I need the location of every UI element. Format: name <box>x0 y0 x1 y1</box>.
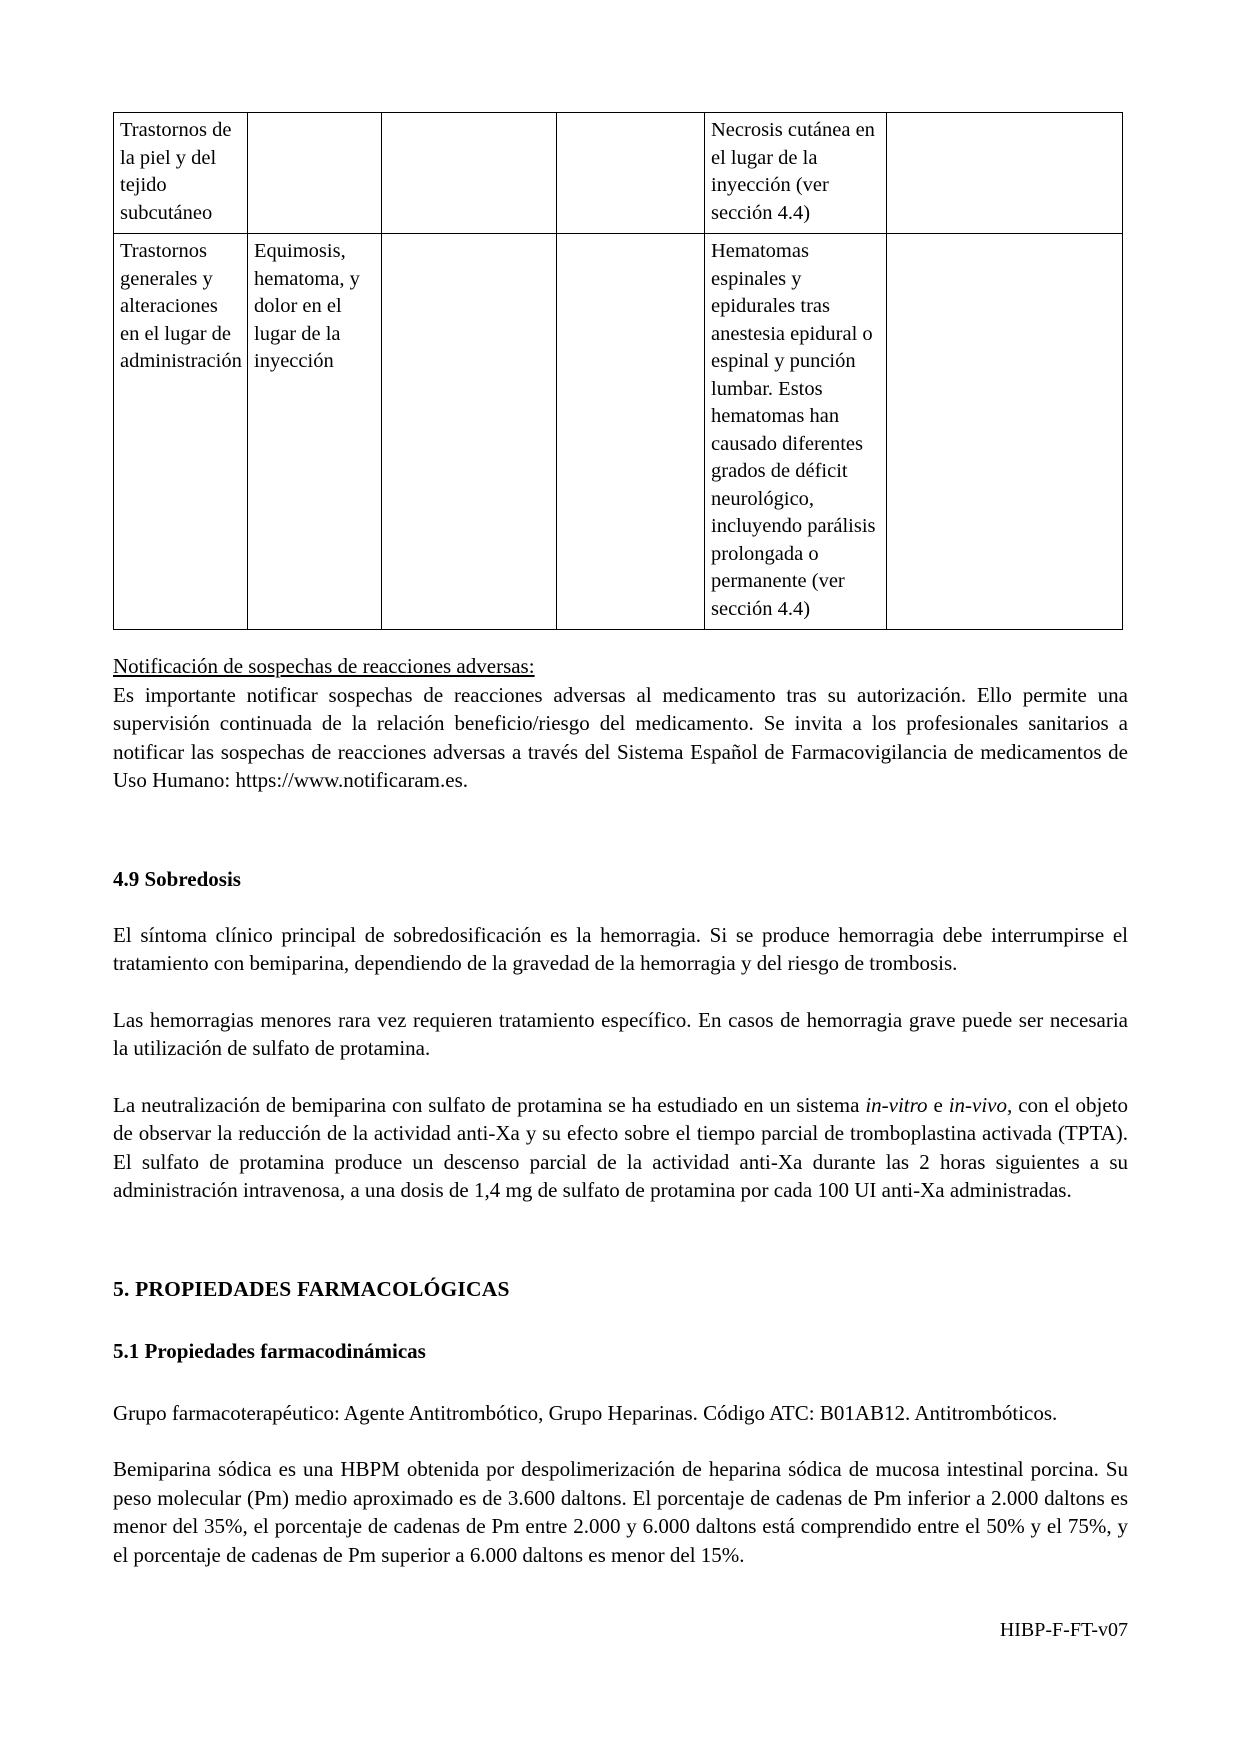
spacer <box>113 893 1128 921</box>
spacer <box>113 1205 1128 1275</box>
adverse-reactions-table <box>113 112 1123 630</box>
table-cell-frequency-very-rare: Hematomas espinales y epidurales tras anestesia epidural o espinal y punción lumbar. Estos hematomas han causado diferentes grados de déficit neurológico, incluyendo parálisis prolongada o permanente (ver sección 4.4) <box>705 234 887 630</box>
table-cell-frequency-uncommon <box>382 113 557 234</box>
page-footer-document-code: HIBP-F-FT-v07 <box>999 1619 1128 1641</box>
spacer <box>113 978 1128 1006</box>
table-cell-frequency-uncommon <box>382 234 557 630</box>
table-cell-frequency-rare <box>557 234 705 630</box>
table-cell-frequency-rare <box>557 113 705 234</box>
p3-italic-in-vitro: in-vitro <box>865 1092 928 1117</box>
p3-text-part-2: e <box>927 1092 949 1117</box>
p3-italic-in-vivo: in-vivo, <box>948 1092 1013 1117</box>
spacer <box>113 630 1128 652</box>
section-4-9-paragraph-2: Las hemorragias menores rara vez requieren tratamiento específico. En casos de hemorragia grave puede ser necesaria la utilización de sulfato de protamina. <box>113 1007 1128 1060</box>
section-4-9-paragraph-1: El síntoma clínico principal de sobredosificación es la hemorragia. Si se produce hemorragia debe interrumpirse el tratamiento con bemiparina, dependiendo de la gravedad de la hemorragia y del riesgo de trombosis. <box>113 922 1128 975</box>
spacer <box>113 1303 1128 1337</box>
section-5-heading: 5. PROPIEDADES FARMACOLÓGICAS <box>113 1276 510 1301</box>
spacer <box>113 795 1128 865</box>
table-cell-frequency-very-rare: Necrosis cutánea en el lugar de la inyección (ver sección 4.4) <box>705 113 887 234</box>
section-4-9-paragraph-3 <box>113 1091 1128 1205</box>
section-5-1-heading: 5.1 Propiedades farmacodinámicas <box>113 1338 426 1363</box>
section-5-1-paragraph-1: Grupo farmacoterapéutico: Agente Antitrombótico, Grupo Heparinas. Código ATC: B01AB12. Antitrombóticos. <box>113 1400 1058 1425</box>
table-row <box>114 113 1123 234</box>
spacer <box>113 1365 1128 1399</box>
table-cell-system-organ-class: Trastornos de la piel y del tejido subcutáneo <box>114 113 248 234</box>
table-cell-frequency-common <box>248 113 382 234</box>
section-4-9-heading: 4.9 Sobredosis <box>113 866 241 891</box>
spacer <box>113 1427 1128 1455</box>
table-cell-frequency-unknown <box>887 234 1123 630</box>
table-row <box>114 234 1123 630</box>
section-5-1-paragraph-2: Bemiparina sódica es una HBPM obtenida por despolimerización de heparina sódica de mucosa intestinal porcina. Su peso molecular (Pm) medio aproximado es de 3.600 daltons. El porcentaje de cadenas de Pm inferior a 2.000 daltons es menor del 35%, el porcentaje de cadenas de Pm entre 2.000 y 6.000 daltons está comprendido entre el 50% y el 75%, y el porcentaje de cadenas de Pm superior a 6.000 daltons es menor del 15%. <box>113 1457 1128 1567</box>
spacer <box>113 1063 1128 1091</box>
table-cell-frequency-common: Equimosis, hematoma, y dolor en el lugar de la inyección <box>248 234 382 630</box>
p3-text-part-3: con el objeto de observar la reducción de la actividad anti-Xa y su efecto sobre el tiempo parcial de tromboplastina activada (TPTA). El sulfato de protamina produce un descenso parcial de la actividad anti-Xa durante las 2 horas siguientes a su administración intravenosa, a una dosis de 1,4 mg de sulfato de protamina por cada 100 UI anti-Xa administradas. <box>113 1092 1128 1202</box>
notification-paragraph: Es importante notificar sospechas de reacciones adversas al medicamento tras su autorización. Ello permite una supervisión continuada de la relación beneficio/riesgo del medicamento. Se invita a los profesionales sanitarios a notificar las sospechas de reacciones adversas a través del Sistema Español de Farmacovigilancia de medicamentos de Uso Humano: https://www.notificaram.es. <box>113 682 1128 792</box>
p3-text-part-1: La neutralización de bemiparina con sulfato de protamina se ha estudiado en un sistema <box>113 1092 866 1117</box>
table-cell-frequency-unknown <box>887 113 1123 234</box>
notification-heading: Notificación de sospechas de reacciones adversas: <box>113 654 535 678</box>
table-cell-system-organ-class: Trastornos generales y alteraciones en el lugar de administración <box>114 234 248 630</box>
